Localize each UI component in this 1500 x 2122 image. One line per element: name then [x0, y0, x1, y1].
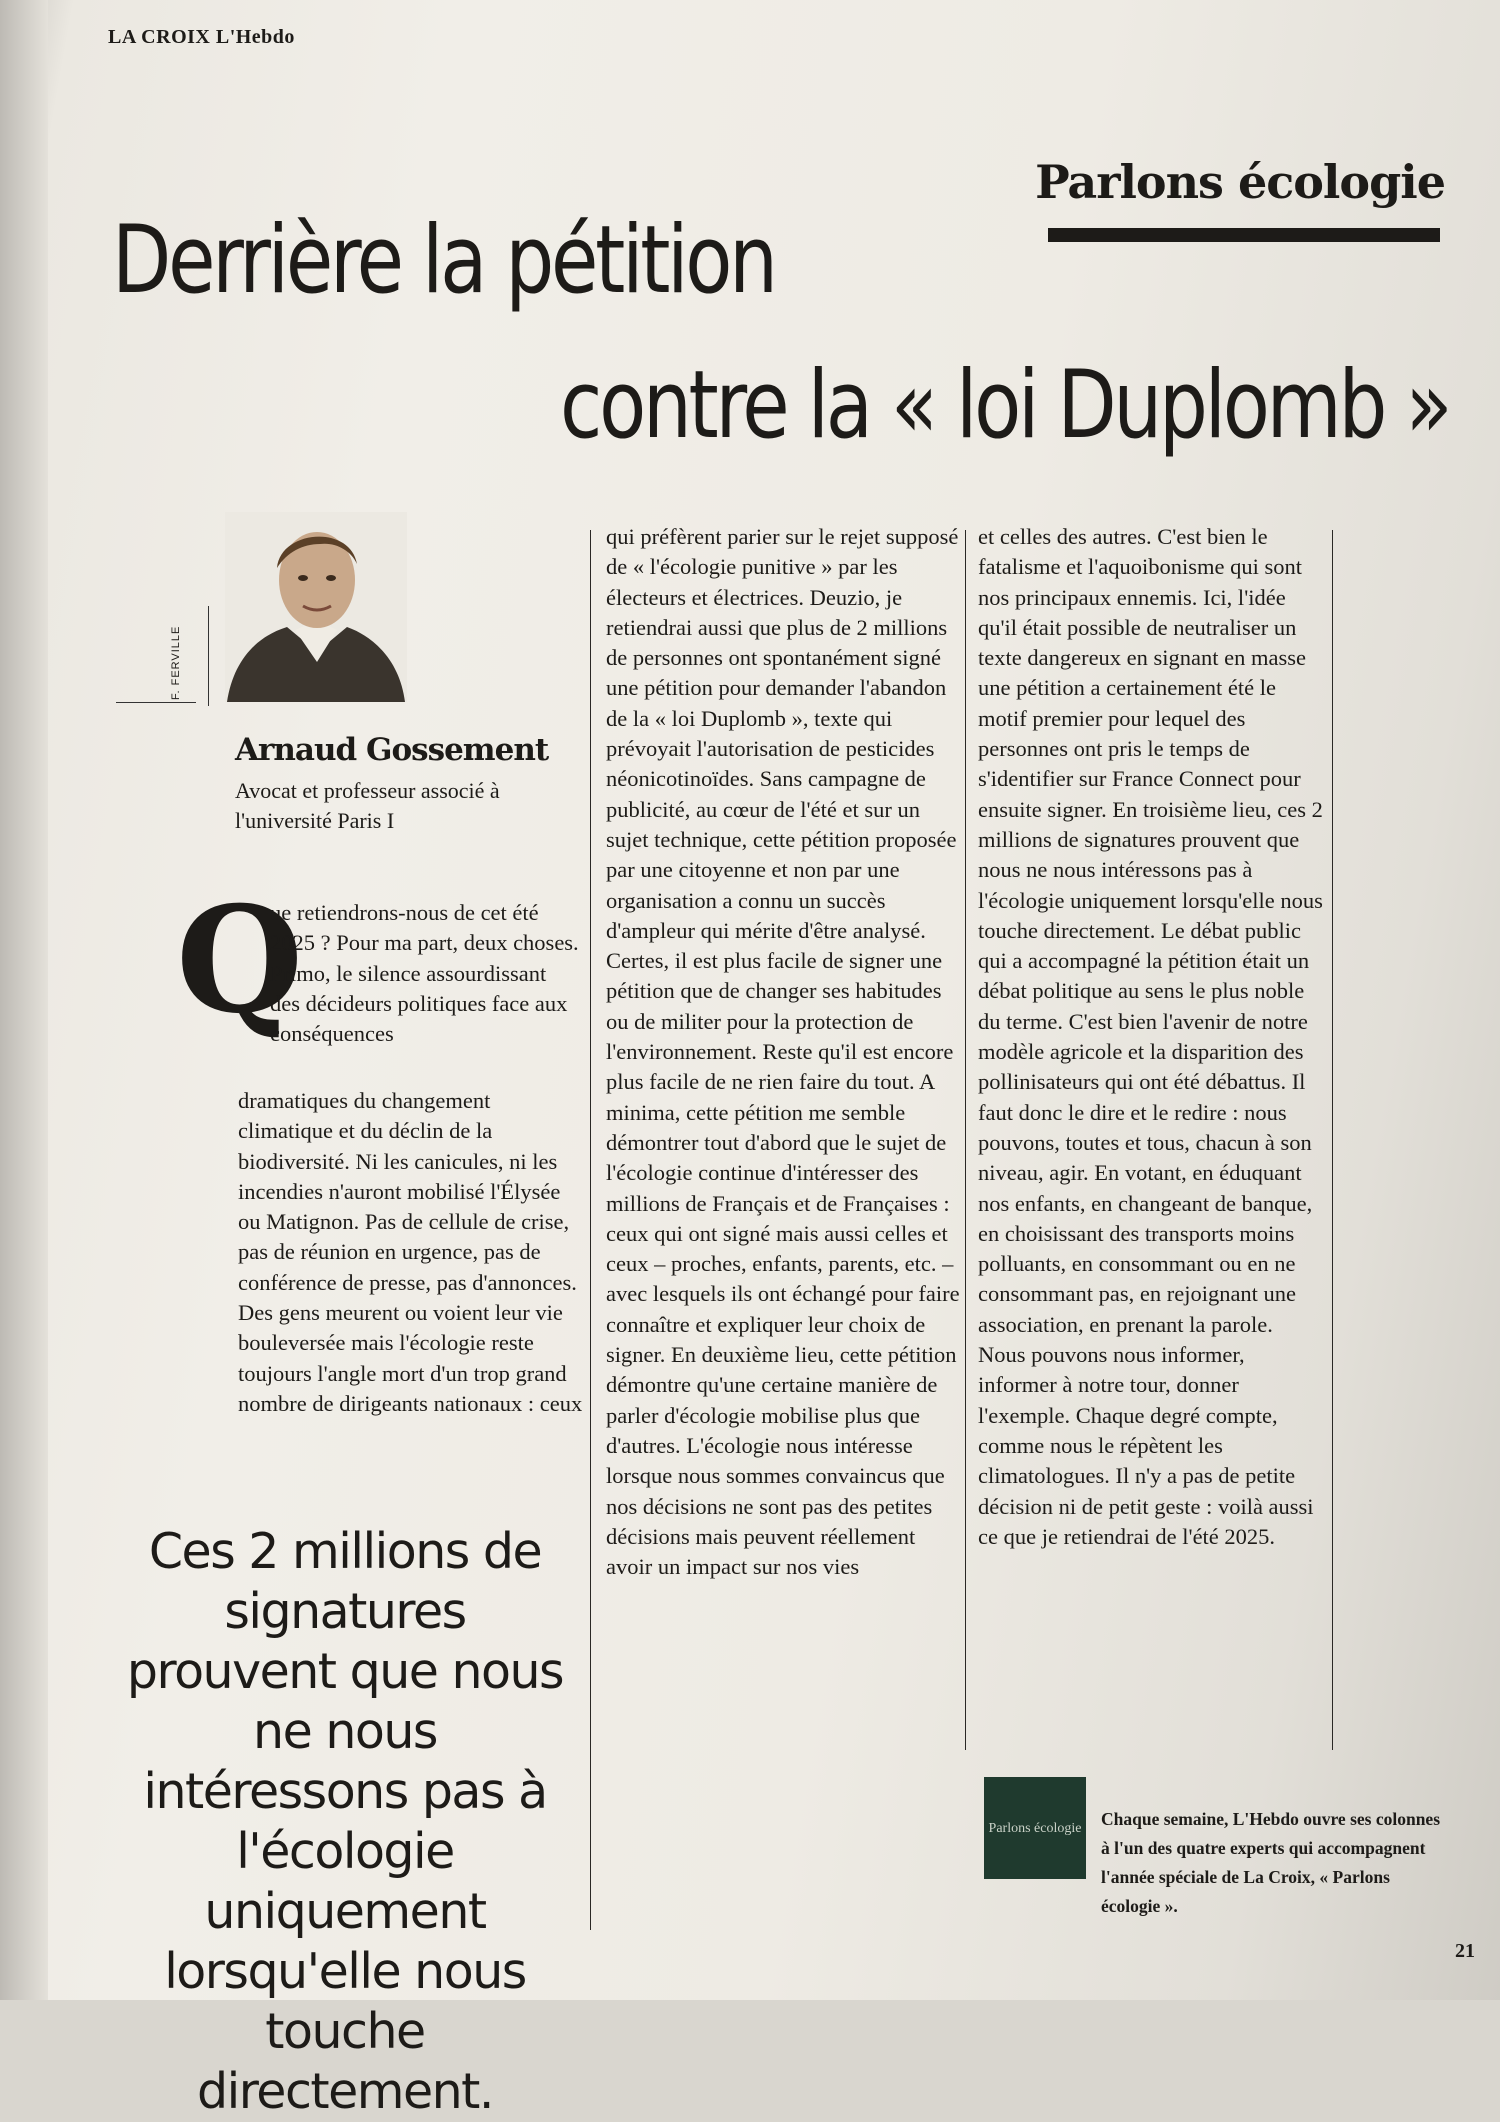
author-portrait	[225, 512, 407, 702]
logo-text: Parlons écologie	[988, 1820, 1082, 1836]
photo-credit: F. FERVILLE	[170, 625, 182, 700]
promo-text: Chaque semaine, L'Hebdo ouvre ses colonnes à l'un des quatre experts qui accompagnent l'année spéciale de La Croix, « Parlons écologie ».	[1101, 1809, 1441, 1916]
column-rule-2	[965, 530, 966, 1750]
parlons-ecologie-logo	[984, 1777, 1086, 1879]
page-number: 21	[1455, 1940, 1475, 1962]
pull-quote: Ces 2 millions de signatures prouvent que nous ne nous intéressons pas à l'écologie uniquement lorsqu'elle nous touche directement.	[126, 1523, 564, 2120]
headline-line-2: contre la « loi Duplomb »	[560, 351, 1450, 460]
column-rule-3	[1332, 530, 1333, 1750]
section-title: Parlons écologie	[1035, 155, 1445, 209]
author-name: Arnaud Gossement	[235, 732, 549, 768]
section-rule	[1048, 228, 1440, 242]
body-column-2: qui préfèrent parier sur le rejet supposé de « l'écologie punitive » par les électeurs et électrices. Deuzio, je retiendrai aussi que plus de 2 millions de personnes ont spontanément signé une pétition pour demander l'abandon de la « loi Duplomb », texte qui prévoyait l'autorisation de pesticides néonicotinoïdes. Sans campagne de publicité, au cœur de l'été et sur un sujet technique, cette pétition proposée par une citoyenne et non par une organisation a connu un succès d'ampleur qui mérite d'être analysé. Certes, il est plus facile de signer une pétition que de changer ses habitudes ou de militer pour la protection de l'environnement. Reste qu'il est encore plus facile de ne rien faire du tout. A minima, cette pétition me semble démontrer tout d'abord que le sujet de l'écologie continue d'intéresser des millions de Français et de Françaises : ceux qui ont signé mais aussi celles et ceux – proches, enfants, parents, etc. – avec lesquels ils ont échangé pour faire connaître et expliquer leur choix de signer. En deuxième lieu, cette pétition démontre qu'une certaine manière de parler d'écologie mobilise plus que d'autres. L'écologie nous intéresse lorsque nous sommes convaincus que nos décisions ne sont pas des petites décisions mais peuvent réellement avoir un impact sur nos vies	[606, 524, 960, 1580]
drop-cap: Q	[176, 875, 304, 1046]
body-column-3: et celles des autres. C'est bien le fatalisme et l'aquoibonisme qui sont nos principaux ennemis. Ici, l'idée qu'il était possible de neutraliser un texte dangereux en signant en masse une pétition a certainement été le motif premier pour lequel des personnes ont pris le temps de s'identifier sur France Connect pour ensuite signer. En troisième lieu, ces 2 millions de signatures prouvent que nous ne nous intéressons pas à l'écologie uniquement lorsqu'elle nous touche directement. Le débat public qui a accompagné la pétition était un débat politique au sens le plus noble du terme. C'est bien l'avenir de notre modèle agricole et la disparition des pollinisateurs qui ont été débattus. Il faut donc le dire et le redire : nous pouvons, toutes et tous, chacun à son niveau, agir. En votant, en éduquant nos enfants, en changeant de banque, en choisissant des transports moins polluants, en consommant ou en ne consommant pas, en rejoignant une association, en prenant la parole. Nous pouvons nous informer, informer à notre tour, donner l'exemple. Chaque degré compte, comme nous le répètent les climatologues. Il n'y a pas de petite décision ni de petit geste : voilà aussi ce que je retiendrai de l'été 2025.	[978, 524, 1323, 1549]
credit-rule-vertical	[208, 606, 209, 706]
masthead: LA CROIX L'Hebdo	[108, 26, 295, 48]
headline-line-1: Derrière la pétition	[112, 206, 775, 315]
credit-rule-horizontal	[116, 702, 196, 703]
body-column-1: dramatiques du changement climatique et du déclin de la biodiversité. Ni les canicules, ni les incendies n'auront mobilisé l'Élysée ou Matignon. Pas de cellule de crise, pas de réunion en urgence, pas de conférence de presse, pas d'annonces. Des gens meurent ou voient leur vie bouleversée mais l'écologie reste toujours l'angle mort d'un trop grand nombre de dirigeants nationaux : ceux	[238, 1088, 583, 1416]
body-column-1-intro: ue retiendrons-nous de cet été 2025 ? Pour ma part, deux choses. Primo, le silence assourdissant des décideurs politiques face aux conséquences	[270, 900, 579, 1047]
author-role: Avocat et professeur associé à l'université Paris I	[235, 778, 500, 833]
page-edge-shadow	[0, 0, 48, 2000]
column-rule-1	[590, 530, 591, 1930]
